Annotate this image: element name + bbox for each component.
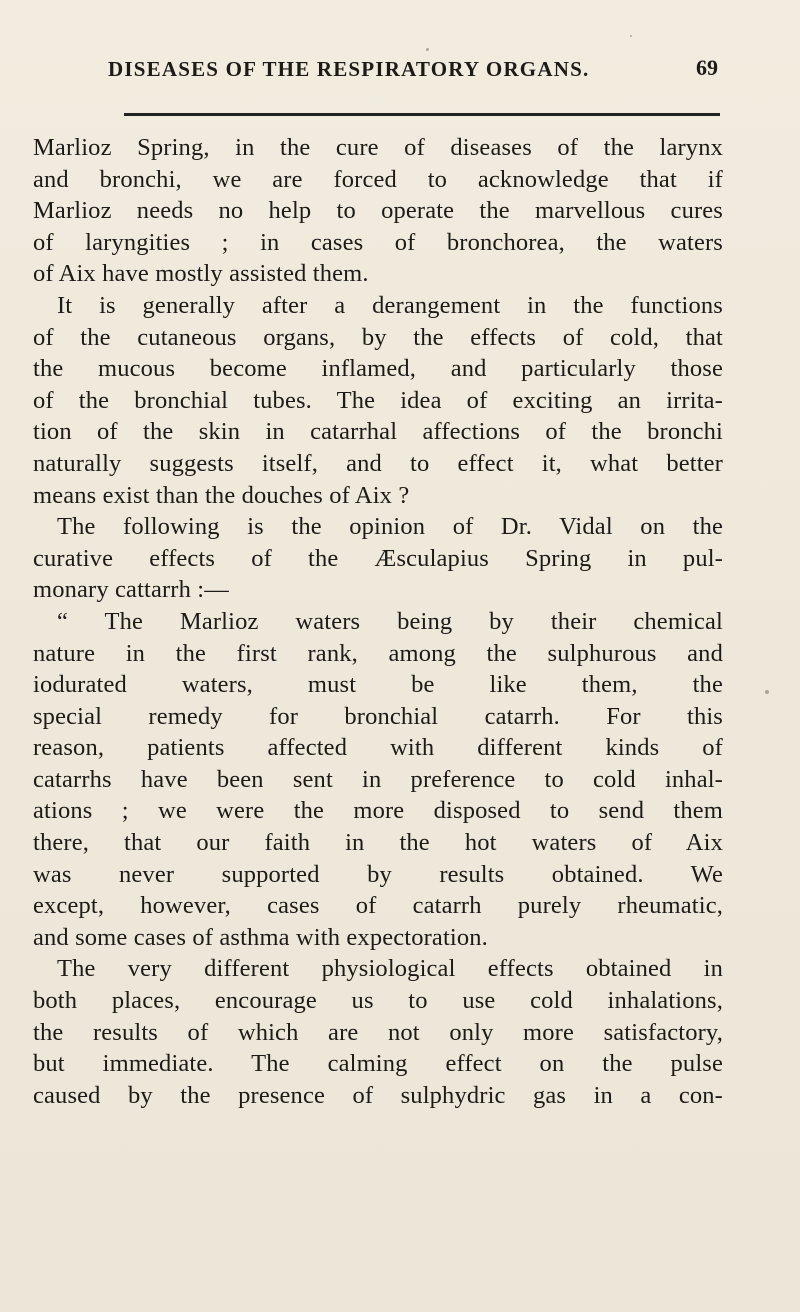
text-line: means exist than the douches of Aix ? bbox=[33, 481, 410, 509]
text-line: the mucous become inflamed, and particularly those bbox=[33, 355, 723, 383]
text-line: Marlioz needs no help to operate the marvellous cures bbox=[33, 197, 723, 225]
text-line: except, however, cases of catarrh purely rheumatic, bbox=[33, 892, 723, 920]
text-line: and bronchi, we are forced to acknowledge that if bbox=[33, 165, 723, 193]
text-line: The following is the opinion of Dr. Vidal on the bbox=[57, 513, 723, 541]
text-line: iodurated waters, must be like them, the bbox=[33, 671, 723, 699]
text-line: reason, patients affected with different kinds of bbox=[33, 734, 723, 762]
text-line: “ The Marlioz waters being by their chemical bbox=[57, 607, 723, 635]
text-line: of the bronchial tubes. The idea of exciting an irrita- bbox=[33, 386, 723, 414]
text-line: and some cases of asthma with expectoration. bbox=[33, 923, 488, 951]
page-number: 69 bbox=[696, 55, 718, 80]
text-line: but immediate. The calming effect on the pulse bbox=[33, 1050, 723, 1078]
text-line: was never supported by results obtained. We bbox=[33, 860, 723, 888]
text-line: The very different physiological effects obtained in bbox=[57, 955, 723, 983]
text-line: of the cutaneous organs, by the effects of cold, that bbox=[33, 323, 723, 351]
text-line: of laryngities ; in cases of bronchorea, the waters bbox=[33, 228, 723, 256]
paper-speck bbox=[630, 35, 632, 37]
text-line: ations ; we were the more disposed to send them bbox=[33, 797, 723, 825]
text-line: monary cattarrh :— bbox=[33, 576, 229, 604]
text-line: there, that our faith in the hot waters of Aix bbox=[33, 829, 723, 857]
text-line: curative effects of the Æsculapius Spring in pul- bbox=[33, 544, 723, 572]
text-line: naturally suggests itself, and to effect it, what better bbox=[33, 449, 723, 477]
text-line: special remedy for bronchial catarrh. For this bbox=[33, 702, 723, 730]
text-line: It is generally after a derangement in the functions bbox=[57, 291, 723, 319]
text-line: catarrhs have been sent in preference to cold inhal- bbox=[33, 765, 723, 793]
text-line: tion of the skin in catarrhal affections of the bronchi bbox=[33, 418, 723, 446]
text-line: Marlioz Spring, in the cure of diseases of the larynx bbox=[33, 134, 723, 161]
body-text bbox=[33, 132, 723, 1111]
paper-speck bbox=[426, 48, 429, 51]
running-title: DISEASES OF THE RESPIRATORY ORGANS. bbox=[108, 57, 590, 81]
text-line: nature in the first rank, among the sulphurous and bbox=[33, 639, 723, 667]
header-rule bbox=[124, 113, 720, 116]
paper-speck bbox=[765, 690, 769, 694]
text-line: caused by the presence of sulphydric gas in a con- bbox=[33, 1081, 723, 1109]
text-line: of Aix have mostly assisted them. bbox=[33, 260, 369, 288]
text-line: the results of which are not only more satisfactory, bbox=[33, 1018, 723, 1046]
page-header bbox=[108, 55, 718, 91]
text-line: both places, encourage us to use cold inhalations, bbox=[33, 987, 723, 1015]
